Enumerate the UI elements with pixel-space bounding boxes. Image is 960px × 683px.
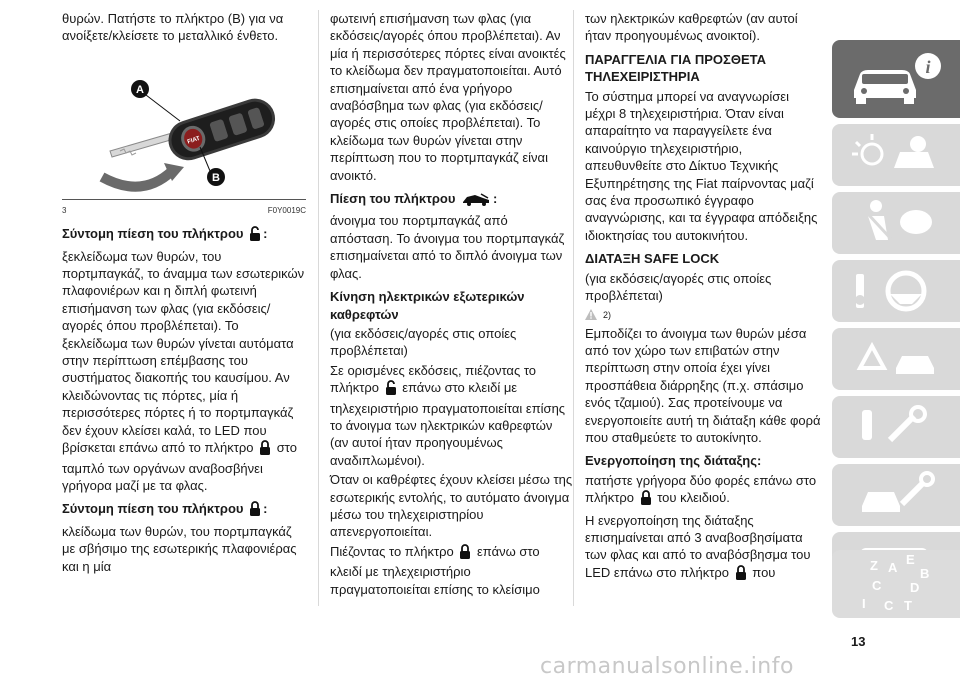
index-letter: D bbox=[910, 580, 920, 595]
heading-short-press-unlock: Σύντομη πίεση του πλήκτρου : bbox=[62, 225, 306, 245]
alphabetic-index-icon bbox=[832, 550, 960, 618]
key-logo: FIAT bbox=[186, 135, 201, 146]
tab-knowing-the-car[interactable] bbox=[832, 40, 960, 118]
column-2 bbox=[330, 10, 574, 600]
reference-number: 2) bbox=[603, 309, 612, 320]
paragraph-lock: κλείδωμα των θυρών, του πορτμπαγκάζ με σβήσιμο της εσωτερικής πλαφονιέρας και η μία bbox=[62, 523, 297, 574]
paragraph-safe-lock-availability: (για εκδόσεις/αγορές στις οποίες προβλέπεται) bbox=[585, 270, 772, 304]
wrench-car-icon bbox=[832, 464, 960, 526]
flip-key-illustration bbox=[62, 59, 306, 199]
index-letter: T bbox=[904, 598, 912, 613]
page-number: 13 bbox=[851, 634, 866, 649]
dashboard-lights-icon bbox=[832, 124, 960, 186]
column-3 bbox=[585, 10, 821, 586]
paragraph-activation-signal: Η ενεργοποίηση της διάταξης επισημαίνεται από 3 αναβοσβησίματα των φλας και από το αναβόσβησμα του LED επάνω στο πλήκτρο που bbox=[585, 512, 821, 585]
tab-dashboard[interactable] bbox=[832, 124, 960, 186]
unlock-padlock-icon bbox=[385, 380, 397, 399]
index-letter: A bbox=[888, 560, 898, 575]
heading-mirrors: Κίνηση ηλεκτρικών εξωτερικών καθρεφτών bbox=[330, 289, 525, 322]
lock-padlock-icon bbox=[735, 565, 747, 584]
warning-triangle-icon bbox=[585, 307, 597, 324]
paragraph-unlock: ξεκλείδωμα των θυρών, του πορτμπαγκάζ, το άναμμα των εσωτερικών πλαφονιέρων και η διπλή φωτεινή επισήμανση των φλας (για εκδόσεις/αγορές όπου προβλέπεται). Το ξεκλείδωμα των θυρών γίνεται αυτόματα στην περίπτωση επέμβασης του συστήματος διακοπής του καυσίμου. Αν κλειδώνοντας τις πόρτες, μία ή περισσότερες πόρτες ή το πορτμπαγκάζ δεν έχουν κλείσει καλά, το LED που βρίσκεται επάνω από το πλήκτρο στο ταμπλό των οργάνων αναβοσβήνει γρήγορα μαζί με τα φλας. bbox=[62, 248, 305, 493]
paragraph-mirrors-end: των ηλεκτρικών καθρεφτών (αν αυτοί ήταν προηγουμένως ανοικτοί). bbox=[585, 11, 798, 44]
lock-padlock-icon bbox=[459, 544, 471, 563]
callout-a: A bbox=[136, 83, 144, 96]
index-letter: E bbox=[906, 552, 915, 567]
tab-safety[interactable] bbox=[832, 192, 960, 254]
paragraph-additional-remotes: Το σύστημα μπορεί να αναγνωρίσει μέχρι 8 τηλεχειριστήρια. Όταν είναι απαραίτητο να παραγγείλετε ένα καινούργιο τηλεχειριστήριο, απευθυνθείτε στο Δίκτυο Τεχνικής Εξυπηρέτησης της Fiat παίρνοντας μαζί σας ένα προσωπικό έγγραφο αναγνώρισης, και τα έγγραφα απόδειξης ιδιοκτησίας του αυτοκινήτου. bbox=[585, 88, 818, 243]
tab-index[interactable] bbox=[832, 550, 960, 618]
paragraph-lock-continued: φωτεινή επισήμανση των φλας (για εκδόσεις/αγορές όπου προβλέπεται). Αν μία ή περισσότερες πόρτες είναι ανοικτές το κλείδωμα δεν πραγματοποιείται. Αυτό επισημαίνεται από ένα γρήγορο αναβόσβημα των φλας (για εκδόσεις/αγορές στις οποίες προβλέπεται). Το κλείδωμα των θυρών γίνεται στην περίπτωση που το πορτμπαγκάζ είναι ανοικτό. bbox=[330, 11, 566, 183]
intro-paragraph: θυρών. Πατήστε το πλήκτρο (B) για να ανοίξετε/κλείσετε το μεταλλικό ένθετο. bbox=[62, 11, 284, 44]
index-letter: C bbox=[872, 578, 882, 593]
index-letter: Z bbox=[870, 558, 878, 573]
index-letter: I bbox=[862, 596, 866, 611]
lock-padlock-icon bbox=[640, 490, 652, 509]
paragraph-activation: πατήστε γρήγορα δύο φορές επάνω στο πλήκτρο του κλειδιού. bbox=[585, 472, 821, 510]
lock-padlock-icon bbox=[259, 440, 271, 459]
index-letter: B bbox=[920, 566, 930, 581]
warning-reference bbox=[585, 307, 821, 325]
heading-additional-remotes: ΠΑΡΑΓΓΕΛΙΑ ΓΙΑ ΠΡΟΣΘΕΤΑ ΤΗΛΕΧΕΙΡΙΣΤΗΡΙΑ bbox=[585, 51, 766, 85]
tab-emergency[interactable] bbox=[832, 328, 960, 390]
figure-caption bbox=[62, 202, 306, 219]
steering-wheel-icon bbox=[832, 260, 960, 322]
maintenance-tools-icon bbox=[832, 396, 960, 458]
heading-safe-lock: ΔΙΑΤΑΞΗ SAFE LOCK bbox=[585, 251, 720, 267]
column-1 bbox=[62, 10, 306, 577]
trunk-car-icon bbox=[461, 192, 491, 210]
lock-padlock-icon bbox=[249, 501, 261, 520]
callout-b: B bbox=[212, 171, 220, 184]
tab-technical-data[interactable] bbox=[832, 464, 960, 526]
airbag-seatbelt-icon bbox=[832, 192, 960, 254]
paragraph-trunk: άνοιγμα του πορτμπαγκάζ από απόσταση. Το άνοιγμα του πορτμπαγκάζ επισημαίνεται από το διπλό άνοιγμα των φλας. bbox=[330, 213, 565, 281]
paragraph-mirrors-close: Πιέζοντας το πλήκτρο επάνω στο κλειδί με τηλεχειριστήριο πραγματοποιείται επίσης το κλείσιμο bbox=[330, 543, 540, 597]
tab-starting-driving[interactable] bbox=[832, 260, 960, 322]
column-divider bbox=[318, 10, 319, 606]
watermark: carmanualsonline.info bbox=[540, 654, 794, 679]
paragraph-mirrors-disabled: Όταν οι καθρέφτες έχουν κλείσει μέσω της εσωτερικής εντολής, το αυτόματο άνοιγμα μέσω του τηλεχειριστηρίου απενεργοποιείται. bbox=[330, 472, 573, 540]
key-figure bbox=[62, 59, 306, 200]
index-letter: C bbox=[884, 598, 894, 613]
paragraph-mirrors-availability: (για εκδόσεις/αγορές στις οποίες προβλέπεται) bbox=[330, 325, 517, 359]
svg-text:i: i bbox=[925, 57, 931, 77]
heading-short-press-lock: Σύντομη πίεση του πλήκτρου : bbox=[62, 500, 306, 520]
figure-code: F0Y0019C bbox=[267, 205, 306, 215]
warning-car-icon bbox=[832, 328, 960, 390]
paragraph-mirrors-open: Σε ορισμένες εκδόσεις, πιέζοντας το πλήκτρο επάνω στο κλειδί με τηλεχειριστήριο πραγματοποιείται επίσης το άνοιγμα των ηλεκτρικών καθρεφτών (αν αυτοί ήταν προηγουμένως αναδιπλωμένοι). bbox=[330, 362, 566, 468]
heading-activation: Ενεργοποίηση της διάταξης: bbox=[585, 453, 762, 469]
figure-number: 3 bbox=[62, 205, 67, 215]
unlock-padlock-icon bbox=[249, 226, 261, 245]
paragraph-safe-lock-description: Εμποδίζει το άνοιγμα των θυρών μέσα από τον χώρο των επιβατών στην περίπτωση στην οποία έχει γίνει προσπάθεια διάρρηξης (π.χ. σπάσιμο ενός τζαμιού). Σας προτείνουμε να ενεργοποιείτε αυτή τη διάταξη κάθε φορά που σταθμεύετε το αυτοκίνητο. bbox=[585, 325, 821, 445]
heading-trunk-button: Πίεση του πλήκτρου : bbox=[330, 190, 574, 210]
column-divider bbox=[573, 10, 574, 606]
car-info-icon bbox=[832, 40, 960, 118]
tab-maintenance[interactable] bbox=[832, 396, 960, 458]
